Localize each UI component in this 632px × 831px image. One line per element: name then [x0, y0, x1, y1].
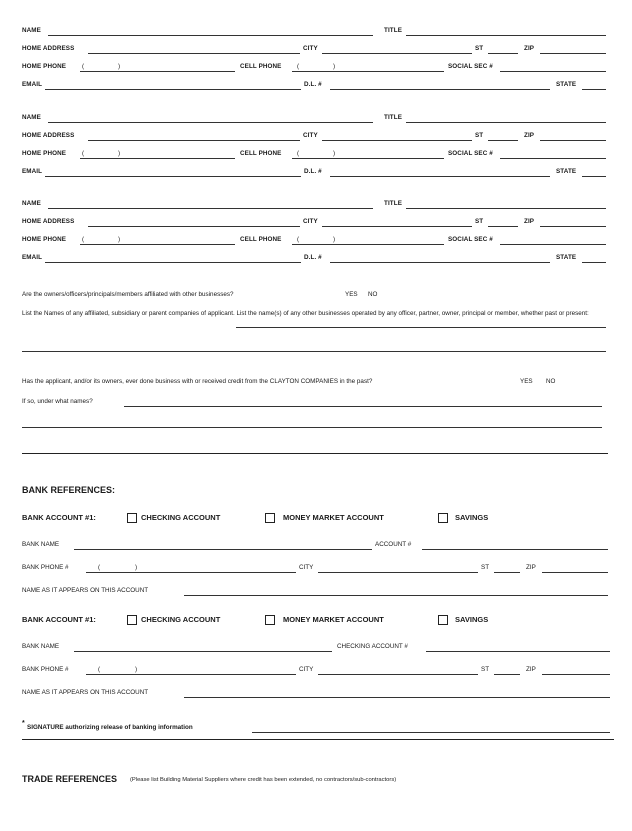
dl-field[interactable] [330, 176, 550, 177]
bank-zip-label: ZIP [526, 564, 536, 571]
bank-name-field-2[interactable] [74, 651, 332, 652]
checking-checkbox[interactable] [127, 513, 137, 523]
paren-close: ) [135, 564, 138, 571]
email-field[interactable] [45, 89, 301, 90]
paren-open: ( [297, 236, 300, 243]
paren-close: ) [118, 63, 121, 70]
social-sec-label: SOCIAL SEC # [448, 236, 493, 243]
bank-zip-field-2[interactable] [542, 674, 610, 675]
cell-phone-field[interactable] [292, 158, 444, 159]
signature-asterisk: * [22, 720, 25, 727]
bank-st-label-2: ST [481, 666, 490, 673]
if-so-label: If so, under what names? [22, 398, 93, 405]
email-label: EMAIL [22, 81, 43, 88]
signature-field[interactable] [252, 732, 610, 733]
title-field[interactable] [406, 208, 606, 209]
money-market-checkbox[interactable] [265, 513, 275, 523]
city-field[interactable] [322, 140, 472, 141]
name-label: NAME [22, 114, 41, 121]
home-address-label: HOME ADDRESS [22, 218, 75, 225]
title-label: TITLE [384, 114, 402, 121]
title-label: TITLE [384, 200, 402, 207]
dl-field[interactable] [330, 89, 550, 90]
checking-label: CHECKING ACCOUNT [141, 513, 221, 522]
cell-phone-field[interactable] [292, 71, 444, 72]
title-field[interactable] [406, 122, 606, 123]
checking-label-2: CHECKING ACCOUNT [141, 615, 221, 624]
social-sec-field[interactable] [500, 158, 606, 159]
st-label: ST [475, 45, 484, 52]
money-market-label-2: MONEY MARKET ACCOUNT [283, 615, 384, 624]
email-label: EMAIL [22, 168, 43, 175]
dl-label: D.L. # [304, 168, 322, 175]
name-as-appears-label: NAME AS IT APPEARS ON THIS ACCOUNT [22, 587, 149, 594]
dl-label: D.L. # [304, 254, 322, 261]
bank-name-field[interactable] [74, 549, 372, 550]
bank-name-label-2: BANK NAME [22, 643, 60, 650]
social-sec-field[interactable] [500, 71, 606, 72]
cell-phone-label: CELL PHONE [240, 150, 282, 157]
bank-city-field-2[interactable] [318, 674, 478, 675]
title-label: TITLE [384, 27, 402, 34]
home-address-field[interactable] [88, 53, 300, 54]
city-field[interactable] [322, 53, 472, 54]
bank-st-label: ST [481, 564, 490, 571]
paren-open: ( [82, 150, 85, 157]
paren-open: ( [98, 564, 101, 571]
home-phone-field[interactable] [80, 158, 235, 159]
section-divider [22, 453, 608, 454]
clayton-yes[interactable]: YES [520, 378, 533, 385]
state-field[interactable] [582, 262, 606, 263]
paren-close: ) [118, 150, 121, 157]
city-label: CITY [303, 218, 318, 225]
if-so-field-1[interactable] [124, 406, 602, 407]
checking-account-no-label: CHECKING ACCOUNT # [337, 643, 408, 650]
affiliated-question: Are the owners/officers/principals/members affiliated with other businesses? [22, 291, 234, 298]
home-phone-label: HOME PHONE [22, 63, 67, 70]
paren-close: ) [135, 666, 138, 673]
state-field[interactable] [582, 176, 606, 177]
section-divider-2 [22, 739, 614, 740]
bank-city-field[interactable] [318, 572, 478, 573]
paren-close: ) [333, 150, 336, 157]
account-no-field[interactable] [422, 549, 608, 550]
state-label: STATE [556, 168, 577, 175]
zip-field[interactable] [540, 226, 606, 227]
home-phone-label: HOME PHONE [22, 150, 67, 157]
name-field[interactable] [48, 35, 373, 36]
paren-open: ( [82, 236, 85, 243]
bank-city-label-2: CITY [299, 666, 314, 673]
paren-close: ) [333, 236, 336, 243]
email-field[interactable] [45, 262, 301, 263]
city-label: CITY [303, 45, 318, 52]
list-names-field-1[interactable] [236, 327, 606, 328]
cell-phone-label: CELL PHONE [240, 236, 282, 243]
bank-zip-label-2: ZIP [526, 666, 536, 673]
bank-name-label: BANK NAME [22, 541, 60, 548]
zip-field[interactable] [540, 140, 606, 141]
paren-close: ) [118, 236, 121, 243]
dl-field[interactable] [330, 262, 550, 263]
city-field[interactable] [322, 226, 472, 227]
cell-phone-field[interactable] [292, 244, 444, 245]
clayton-question: Has the applicant, and/or its owners, ever done business with or received credit from the CLAYTON COMPANIES in the past? [22, 378, 373, 385]
cell-phone-label: CELL PHONE [240, 63, 282, 70]
trade-references-note: (Please list Building Material Suppliers where credit has been extended, no contractors/sub-contractors) [130, 777, 397, 783]
checking-account-no-field[interactable] [426, 651, 610, 652]
paren-close: ) [333, 63, 336, 70]
st-field[interactable] [488, 53, 518, 54]
zip-label: ZIP [524, 45, 535, 52]
email-label: EMAIL [22, 254, 43, 261]
bank-phone-field[interactable] [86, 572, 296, 573]
home-address-field[interactable] [88, 226, 300, 227]
trade-references-title: TRADE REFERENCES [22, 774, 118, 784]
paren-open: ( [297, 150, 300, 157]
bank-phone-label: BANK PHONE # [22, 564, 69, 571]
savings-checkbox-2[interactable] [438, 615, 448, 625]
savings-label-2: SAVINGS [455, 615, 489, 624]
bank-zip-field[interactable] [542, 572, 608, 573]
st-label: ST [475, 218, 484, 225]
home-phone-label: HOME PHONE [22, 236, 67, 243]
zip-label: ZIP [524, 132, 535, 139]
list-names-paragraph: List the Names of any affiliated, subsidiary or parent companies of applicant. List the name(s) of any other businesses operated by any officer, partner, owner, principal or member, whether past or present: [22, 310, 589, 317]
bank-phone-label-2: BANK PHONE # [22, 666, 69, 673]
account-no-label: ACCOUNT # [375, 541, 412, 548]
state-field[interactable] [582, 89, 606, 90]
name-field[interactable] [48, 208, 373, 209]
st-field[interactable] [488, 140, 518, 141]
savings-label: SAVINGS [455, 513, 489, 522]
title-field[interactable] [406, 35, 606, 36]
home-address-label: HOME ADDRESS [22, 45, 75, 52]
paren-open: ( [297, 63, 300, 70]
bank-references-title: BANK REFERENCES: [22, 485, 116, 495]
bank-st-field[interactable] [494, 572, 520, 573]
zip-field[interactable] [540, 53, 606, 54]
affiliated-yes[interactable]: YES [345, 291, 358, 298]
email-field[interactable] [45, 176, 301, 177]
name-label: NAME [22, 200, 41, 207]
name-as-appears-label-2: NAME AS IT APPEARS ON THIS ACCOUNT [22, 689, 149, 696]
bank-city-label: CITY [299, 564, 314, 571]
social-sec-label: SOCIAL SEC # [448, 150, 493, 157]
home-address-field[interactable] [88, 140, 300, 141]
clayton-no[interactable]: NO [546, 378, 556, 385]
st-field[interactable] [488, 226, 518, 227]
home-address-label: HOME ADDRESS [22, 132, 75, 139]
bank-account-1-label: BANK ACCOUNT #1: [22, 513, 96, 522]
money-market-label: MONEY MARKET ACCOUNT [283, 513, 384, 522]
bank-phone-field-2[interactable] [86, 674, 296, 675]
paren-open: ( [98, 666, 101, 673]
name-as-appears-field-2[interactable] [184, 697, 610, 698]
home-phone-field[interactable] [80, 71, 235, 72]
city-label: CITY [303, 132, 318, 139]
checking-checkbox-2[interactable] [127, 615, 137, 625]
name-label: NAME [22, 27, 41, 34]
zip-label: ZIP [524, 218, 535, 225]
list-names-field-2[interactable] [22, 351, 606, 352]
social-sec-label: SOCIAL SEC # [448, 63, 493, 70]
name-as-appears-field[interactable] [184, 595, 608, 596]
state-label: STATE [556, 254, 577, 261]
bank-st-field-2[interactable] [494, 674, 520, 675]
st-label: ST [475, 132, 484, 139]
state-label: STATE [556, 81, 577, 88]
paren-open: ( [82, 63, 85, 70]
name-field[interactable] [48, 122, 373, 123]
home-phone-field[interactable] [80, 244, 235, 245]
money-market-checkbox-2[interactable] [265, 615, 275, 625]
affiliated-no[interactable]: NO [368, 291, 378, 298]
signature-label: SIGNATURE authorizing release of banking information [27, 724, 193, 731]
social-sec-field[interactable] [500, 244, 606, 245]
savings-checkbox[interactable] [438, 513, 448, 523]
bank-account-2-label: BANK ACCOUNT #1: [22, 615, 96, 624]
dl-label: D.L. # [304, 81, 322, 88]
if-so-field-2[interactable] [22, 427, 602, 428]
